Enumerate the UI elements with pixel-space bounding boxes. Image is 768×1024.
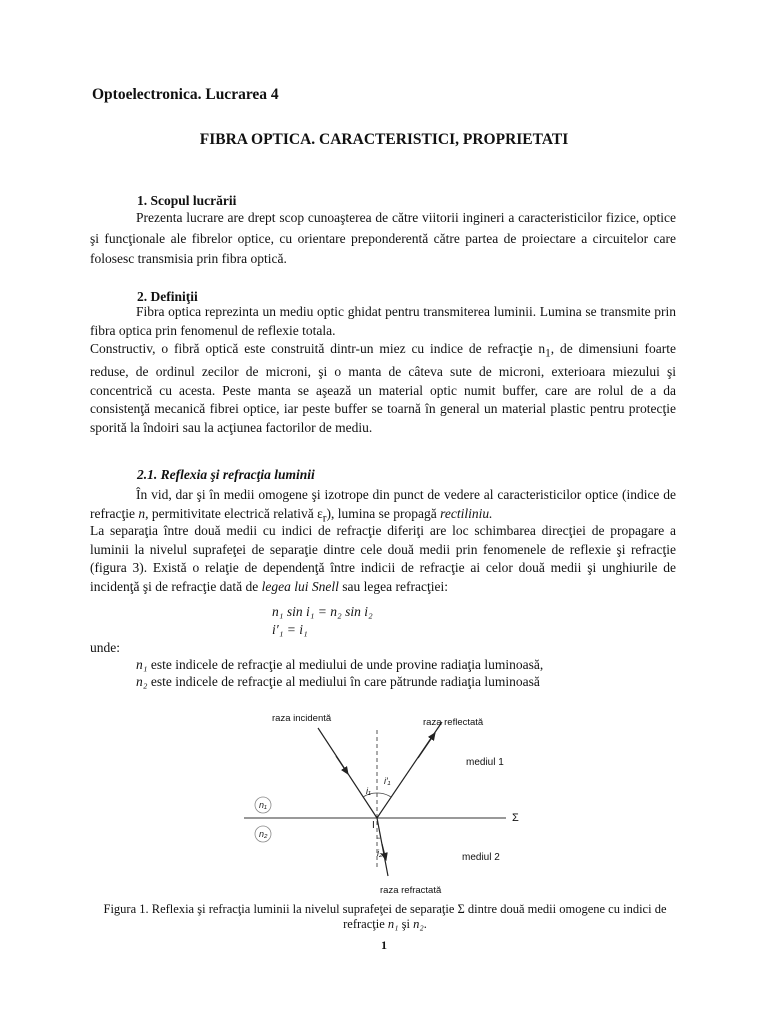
definition-n1: n₁ este indicele de refracţie al mediului de unde provine radiaţia luminoasă, — [136, 657, 544, 672]
section-2-paragraph-2: Constructiv, o fibră optică este construită dintr-un miez cu indice de refracţie $n_1$, de dimensiuni foarte reduse, de ordinul zecilor de microni, şi o manta de câteva sute de microni, exterioara miezului şi concentrică cu acesta. Peste manta se aşează un material optic numit buffer, care are rolul de a da consistenţă mecanică fibrei optice, iar peste buffer se toarnă în general un material plastic pentru protecţie sporită la îndoiri sau la acţiunea factorilor de mediu. — [90, 341, 676, 435]
figure-caption: Figura 1. Reflexia şi refracţia luminii la nivelul suprafeţei de separaţie Σ dintre două medii omogene cu indici de refracţie n₁ şi n₂. — [103, 902, 667, 931]
angle-arc-i1p — [377, 793, 391, 797]
medium-2-label: mediul 2 — [462, 852, 500, 863]
document-header: Optoelectronica. Lucrarea 4 — [92, 86, 279, 103]
snell-equation: n₁ sin i₁ = n₂ sin i₂ — [272, 604, 373, 619]
n2-label: n₂ — [259, 829, 268, 839]
page-number: 1 — [381, 938, 387, 952]
i2-label: i₂ — [377, 848, 383, 858]
section-2-heading: 2. Definiţii — [137, 289, 198, 304]
i1-label: i₁ — [366, 786, 371, 796]
subscript: 1 — [545, 347, 551, 360]
reflection-refraction-diagram — [230, 708, 530, 900]
section-2-1-paragraph-2: La separaţia între două medii cu indici de refracţie diferiţi are loc schimbarea direcţiei de propagare a luminii la nivelul suprafeţei de separaţie dintre cele două medii prin fenomenele de reflexie şi refracţie (figura 3). Există o relaţie de dependenţă între indicii de refracţie ai celor două medii şi unghiurile de incidenţă şi de refracţie dată de legea lui Snell sau legea refracţiei: — [90, 523, 676, 594]
reflection-equation: i′₁ = i₁ — [272, 622, 308, 637]
unde-label: unde: — [90, 640, 120, 655]
incident-arrow — [336, 756, 348, 774]
refracted-ray-label: raza refractată — [380, 885, 442, 896]
section-2-paragraph-1: Fibra optica reprezinta un mediu optic ghidat pentru transmiterea luminii. Lumina se transmite prin fibra optica prin fenomenul de reflexie totala. — [90, 304, 676, 338]
reflected-arrow — [418, 733, 435, 758]
section-1-text: Prezenta lucrare are drept scop cunoaşterea de către viitorii ingineri a caracteristicilor fizice, optice şi funcţionale ale fibrelor optice, cu orientare preponderentă către partea de proiectare a circuitelor care folosesc transmisia prin fibra optică. — [90, 210, 676, 266]
medium-1-label: mediul 1 — [466, 757, 504, 768]
incidence-point-label: I — [372, 820, 375, 831]
page-title: FIBRA OPTICA. CARACTERISTICI, PROPRIETATI — [199, 131, 569, 148]
definition-n2: n₂ este indicele de refracţie al mediului în care pătrunde radiaţia luminoasă — [136, 674, 540, 689]
incident-ray-label: raza incidentă — [272, 713, 332, 724]
n1-label: n₁ — [259, 800, 267, 810]
reflected-ray-label: raza reflectată — [423, 717, 484, 728]
section-2-1-heading: 2.1. Reflexia şi refracţia luminii — [137, 467, 315, 482]
i1-prime-label: i′₁ — [384, 776, 391, 786]
section-2-1-paragraph-1: În vid, dar şi în medii omogene şi izotrope din punct de vedere al caracteristicilor optice (indice de refracţie n, permitivitate electrică relativă $\varepsilon_r$), lumina se propagă rectiliniu. — [90, 487, 676, 525]
section-1-heading: 1. Scopul lucrării — [137, 193, 237, 208]
sigma-label: Σ — [512, 812, 519, 824]
